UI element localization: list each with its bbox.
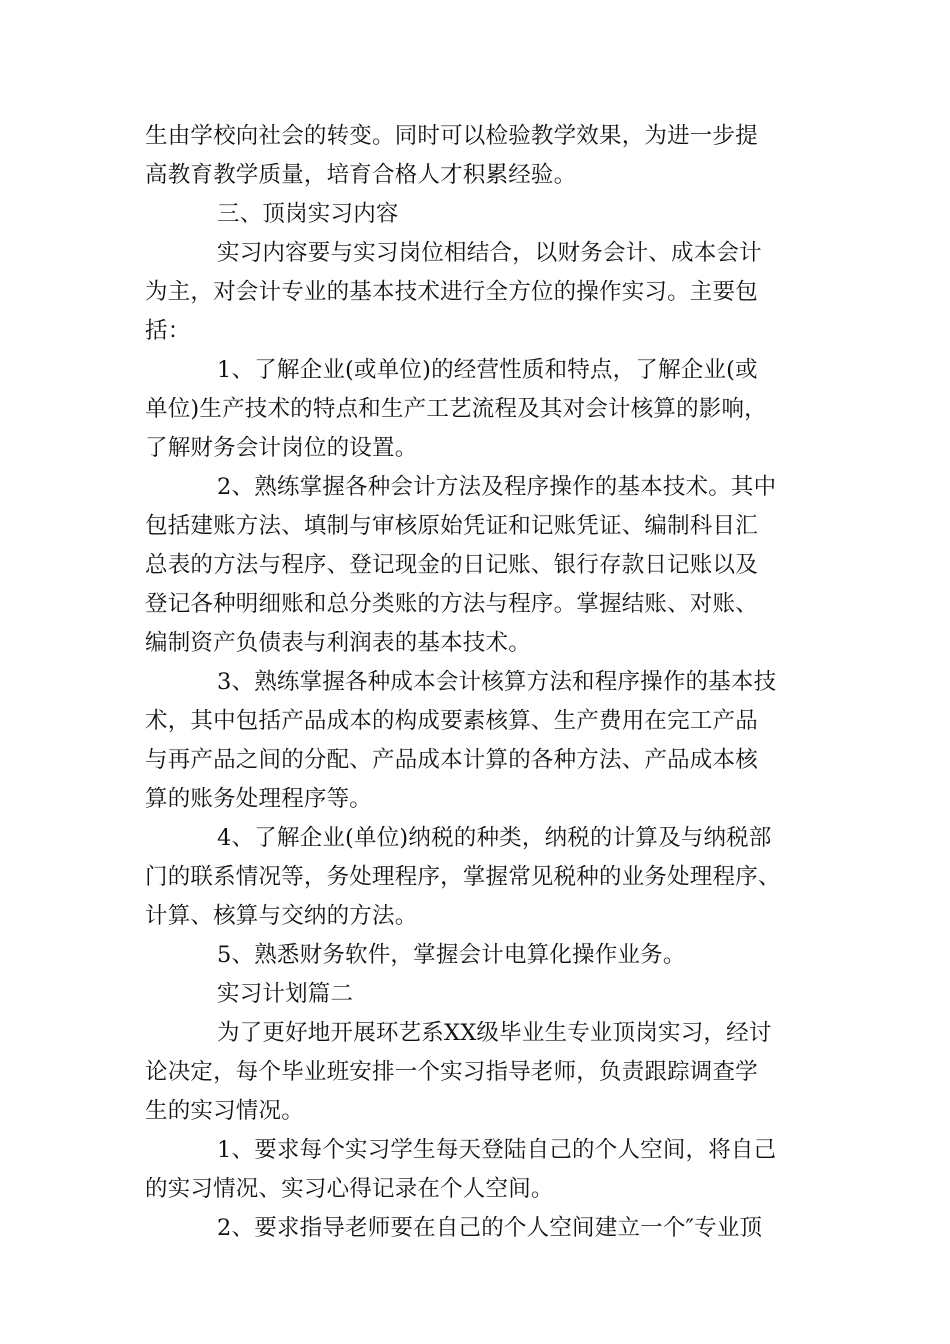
text-line: 总表的方法与程序、登记现金的日记账、银行存款日记账以及 — [145, 552, 758, 578]
document-body — [145, 117, 805, 1248]
text-line: 登记各种明细账和总分类账的方法与程序。掌握结账、对账、 — [145, 591, 758, 617]
text-line: 术，其中包括产品成本的构成要素核算、生产费用在完工产品 — [145, 708, 758, 734]
text-line: 生由学校向社会的转变。同时可以检验教学效果，为进一步提 — [145, 123, 758, 149]
text-line: 2、熟练掌握各种会计方法及程序操作的基本技术。其中 — [217, 474, 777, 500]
text-line: 2、要求指导老师要在自己的个人空间建立一个″专业顶 — [217, 1215, 763, 1241]
text-line: 计算、核算与交纳的方法。 — [145, 903, 418, 929]
text-line: 门的联系情况等，务处理程序，掌握常见税种的业务处理程序、 — [145, 864, 781, 890]
text-line: 编制资产负债表与利润表的基本技术。 — [145, 630, 531, 656]
text-line: 包括建账方法、填制与审核原始凭证和记账凭证、编制科目汇 — [145, 513, 758, 539]
text-line: 单位)生产技术的特点和生产工艺流程及其对会计核算的影响， — [145, 396, 767, 422]
text-line: 3、熟练掌握各种成本会计核算方法和程序操作的基本技 — [217, 669, 777, 695]
text-line: 为主，对会计专业的基本技术进行全方位的操作实习。主要包 — [145, 279, 758, 305]
text-line: 高教育教学质量，培育合格人才积累经验。 — [145, 162, 577, 188]
text-line: 1、要求每个实习学生每天登陆自己的个人空间，将自己 — [217, 1137, 777, 1163]
text-line: 与再产品之间的分配、产品成本计算的各种方法、产品成本核 — [145, 747, 758, 773]
text-line: 实习内容要与实习岗位相结合，以财务会计、成本会计 — [217, 240, 762, 266]
text-line: 实习计划篇二 — [217, 981, 354, 1007]
text-line: 生的实习情况。 — [145, 1098, 304, 1124]
text-line: 括： — [145, 318, 191, 344]
text-line: 算的账务处理程序等。 — [145, 786, 373, 812]
text-line: 了解财务会计岗位的设置。 — [145, 435, 418, 461]
text-line: 5、熟悉财务软件，掌握会计电算化操作业务。 — [217, 942, 686, 968]
text-line: 为了更好地开展环艺系XX级毕业生专业顶岗实习，经讨 — [217, 1020, 772, 1046]
text-line: 4、了解企业(单位)纳税的种类，纳税的计算及与纳税部 — [217, 825, 772, 851]
text-line: 论决定，每个毕业班安排一个实习指导老师，负责跟踪调查学 — [145, 1059, 758, 1085]
text-line: 的实习情况、实习心得记录在个人空间。 — [145, 1176, 554, 1202]
text-line: 1、了解企业(或单位)的经营性质和特点，了解企业(或 — [217, 357, 758, 383]
text-line: 三、顶岗实习内容 — [217, 201, 399, 227]
